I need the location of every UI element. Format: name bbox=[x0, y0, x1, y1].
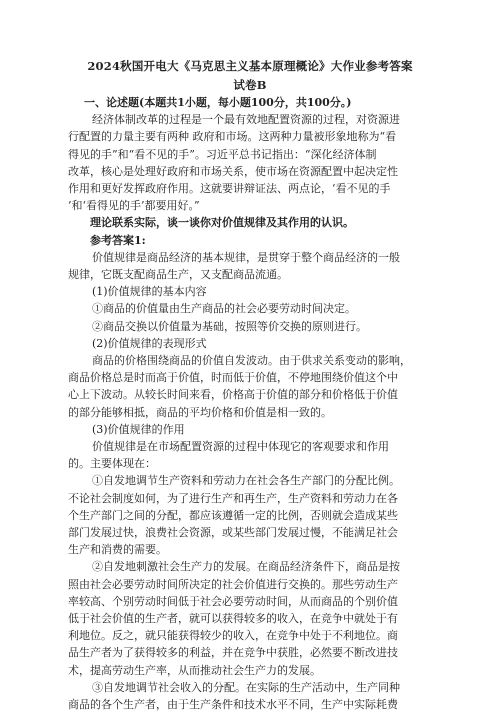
document-line: 利地位。反之，就只能获得较少的收入，在竞争中处于不利地位。商 bbox=[68, 629, 398, 643]
document-line: ②自发地刺激社会生产力的发展。在商品经济条件下，商品是按 bbox=[92, 560, 400, 574]
document-line: 的。主要体现在： bbox=[68, 457, 156, 471]
document-line: 价值规律是商品经济的基本规律，是贯穿于整个商品经济的一般 bbox=[92, 250, 400, 264]
document-line: 行配置的力量主要有两种 政府和市场。这两种力量被形象地称为“看 bbox=[68, 130, 397, 144]
document-line: ③自发地调节社会收入的分配。在实际的生产活动中，生产同种 bbox=[92, 680, 400, 694]
document-line: 一、论述题(本题共1小题，每小题100分，共100分。) bbox=[84, 96, 352, 109]
document-line: (3)价值规律的作用 bbox=[92, 422, 185, 436]
document-line: 得见的手”和“看不见的手”。习近平总书记指出：“深化经济体制 bbox=[68, 147, 377, 161]
document-line: 个生产部门之间的分配，都应该遵循一定的比例，否则就会造成某些 bbox=[68, 508, 398, 522]
document-line: 改革，核心是处理好政府和市场关系，使市场在资源配置中起决定性 bbox=[68, 164, 398, 178]
document-line: 术，提高劳动生产率，从而推动社会生产力的发展。 bbox=[68, 663, 321, 677]
document-line: 的部分能够相抵，商品的平均价格和价值是相一致的。 bbox=[68, 405, 332, 419]
document-line: 低于社会价值的生产者，就可以获得较多的收入，在竞争中就处于有 bbox=[68, 612, 398, 625]
document-line: 作用和更好发挥政府作用。这就要讲辩证法、两点论，‘看不见的手 bbox=[68, 182, 391, 195]
document-line: ’和‘看得见的手’都要用好。” bbox=[68, 199, 200, 213]
document-line: 规律，它既支配商品生产，又支配商品流通。 bbox=[68, 268, 288, 281]
document-line: 商品的各个生产者，由于生产条件和技术水平不同，生产中实际耗费 bbox=[68, 698, 398, 711]
document-line: 商品的价格围绕商品的价值自发波动。由于供求关系变动的影响， bbox=[92, 354, 411, 367]
document-line: 品生产者为了获得较多的利益，并在竞争中获胜，必然要不断改进技 bbox=[68, 646, 398, 660]
document-line: ①自发地调节生产资料和劳动力在社会各生产部门的分配比例。 bbox=[92, 474, 400, 488]
document-line: 参考答案1: bbox=[90, 233, 146, 247]
document-line: 商品价格总是时而高于价值，时而低于价值，不停地围绕价值这个中 bbox=[68, 371, 398, 385]
document-line: 价值规律是在市场配置资源的过程中体现它的客观要求和作用 bbox=[92, 440, 389, 453]
document-line: 心上下波动。从较长时间来看，价格高于价值的部分和价格低于价值 bbox=[68, 388, 398, 402]
document-line: 经济体制改革的过程是一个最有效地配置资源的过程，对资源进 bbox=[92, 113, 400, 127]
document-subtitle: 试卷B bbox=[233, 78, 267, 92]
document-line: (1)价值规律的基本内容 bbox=[92, 285, 207, 299]
document-line: ②商品交换以价值量为基础，按照等价交换的原则进行。 bbox=[92, 319, 367, 333]
document-line: ①商品的价值量由生产商品的社会必要劳动时间决定。 bbox=[92, 302, 356, 316]
document-line: 理论联系实际，谈一谈你对价值规律及其作用的认识。 bbox=[90, 216, 354, 230]
document-line: 照由社会必要劳动时间所决定的社会价值进行交换的。那些劳动生产 bbox=[68, 577, 398, 591]
document-title: 2024秋国开电大《马克思主义基本原理概论》大作业参考答案 bbox=[87, 59, 413, 73]
document-line: 率较高、个别劳动时间低于社会必要劳动时间，从而商品的个别价值 bbox=[68, 594, 398, 608]
document-line: 不论社会制度如何，为了进行生产和再生产，生产资料和劳动力在各 bbox=[68, 491, 398, 505]
document-line: 生产和消费的需要。 bbox=[68, 543, 167, 557]
document-line: (2)价值规律的表现形式 bbox=[92, 336, 207, 350]
document-line: 部门发展过快，浪费社会资源，或某些部门发展过慢，不能满足社会 bbox=[68, 526, 398, 539]
